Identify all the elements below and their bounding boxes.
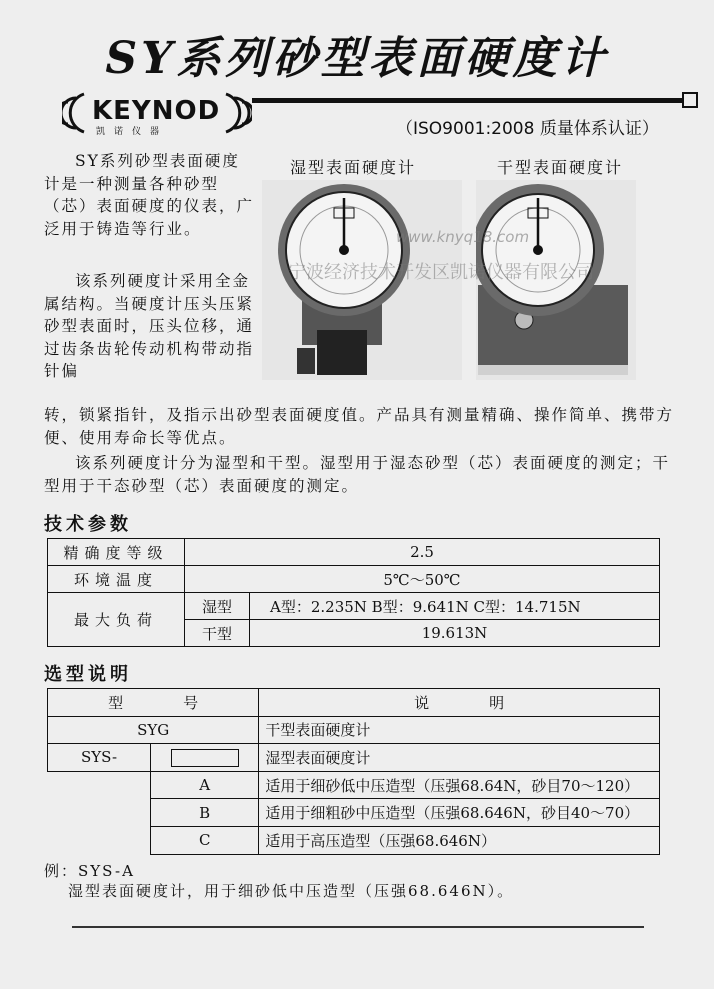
spec-table: [47, 538, 660, 647]
bottom-rule: [72, 926, 644, 928]
wet-value: A型：2.235N B型：9.641N C型：14.715N: [250, 593, 660, 620]
table-row: [48, 539, 660, 566]
temp-value: 5℃～50℃: [185, 566, 660, 593]
temp-label: 环境温度: [48, 566, 185, 593]
desc-cell: 干型表面硬度计: [259, 716, 660, 744]
table-row: [48, 689, 660, 717]
header-rule-end: [682, 92, 698, 108]
header-rule: [252, 98, 682, 103]
intro-paragraph-1: SY系列砂型表面硬度计是一种测量各种砂型（芯）表面硬度的仪表，广泛用于铸造等行业。: [44, 152, 255, 238]
watermark-url: www.knyq18.com: [396, 228, 530, 246]
table-row: [48, 744, 660, 772]
selection-heading: 选型说明: [44, 664, 132, 685]
intro-paragraph-4: 该系列硬度计分为湿型和干型。湿型用于湿态砂型（芯）表面硬度的测定；干型用于干态砂型（芯）表面硬度的测定。: [44, 454, 671, 495]
table-row: [48, 799, 660, 827]
logo-name: KEYNOD: [92, 96, 221, 126]
intro-paragraph-3: 转，锁紧指针，及指示出砂型表面硬度值。产品具有测量精确、操作简单、携带方便、使用寿命长等优点。: [44, 406, 675, 447]
dry-label: 干型: [185, 620, 250, 647]
desc-cell: 湿型表面硬度计: [259, 744, 660, 772]
desc-cell: 适用于高压造型（压强68.646N）: [259, 826, 660, 854]
iso-certification: （ISO9001:2008 质量体系认证）: [396, 119, 659, 139]
watermark-text: 宁波经济技术开发区凯诺仪器有限公司: [288, 262, 594, 283]
table-row: [48, 826, 660, 854]
model-cell: SYG: [48, 716, 259, 744]
table-row: [48, 566, 660, 593]
spec-heading: 技术参数: [44, 514, 132, 535]
wet-label: 湿型: [185, 593, 250, 620]
model-suffix-blank: [171, 749, 239, 767]
dry-value: 19.613N: [250, 620, 660, 647]
load-label: 最大负荷: [48, 593, 185, 647]
table-row: [48, 593, 660, 620]
desc-cell: 适用于细砂低中压造型（压强68.64N，砂目70～120）: [259, 771, 660, 799]
desc-column-header: 说 明: [259, 689, 660, 717]
model-suffix-cell: [151, 744, 259, 772]
model-cell: SYS-: [48, 744, 151, 772]
example-text: 湿型表面硬度计，用于细砂低中压造型（压强68.646N）。: [68, 882, 515, 900]
model-cell: A: [151, 771, 259, 799]
example-label: 例：SYS-A: [44, 862, 135, 880]
model-column-header: 型 号: [48, 689, 259, 717]
table-row: [48, 771, 660, 799]
accuracy-label: 精确度等级: [48, 539, 185, 566]
wet-gauge-caption: 湿型表面硬度计: [290, 158, 417, 177]
desc-cell: 适用于细粗砂中压造型（压强68.646N，砂目40～70）: [259, 799, 660, 827]
selection-table: [47, 688, 660, 855]
model-cell: C: [151, 826, 259, 854]
intro-paragraph-2: 该系列硬度计采用全金属结构。当硬度计压头压紧砂型表面时，压头位移，通过齿条齿轮传动机构带动指针偏: [44, 272, 255, 380]
accuracy-value: 2.5: [185, 539, 660, 566]
logo-subtitle: 凯诺仪器: [96, 127, 169, 137]
model-cell: B: [151, 799, 259, 827]
dry-gauge-caption: 干型表面硬度计: [497, 158, 624, 177]
page-title: SY系列砂型表面硬度计: [105, 33, 609, 84]
table-row: [48, 716, 660, 744]
